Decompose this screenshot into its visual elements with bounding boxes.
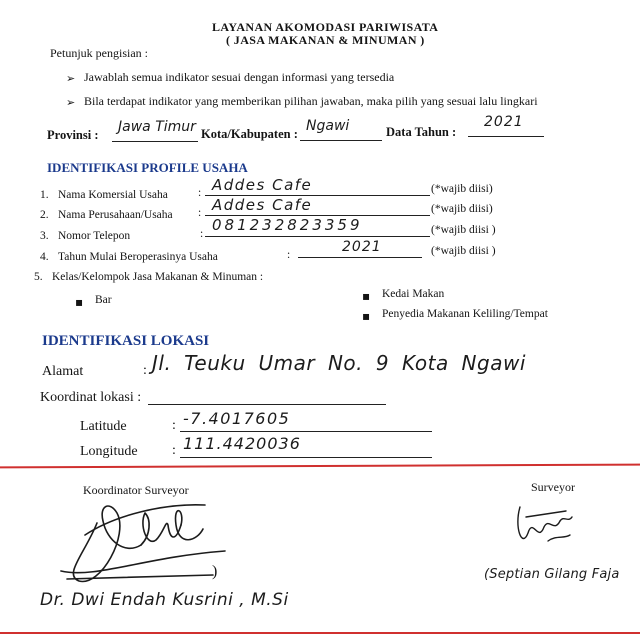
kelas-label: Kelas/Kelompok Jasa Makanan & Minuman : (52, 271, 264, 283)
square-bullet-icon (362, 307, 370, 325)
kelas-option-bar: Bar (95, 294, 112, 306)
surveyor-label: Surveyor (531, 480, 575, 494)
form-title: LAYANAN AKOMODASI PARIWISATA (212, 20, 439, 34)
section-divider (0, 464, 640, 469)
surveyor-name: (Septian Gilang Faja (484, 567, 620, 582)
koordinat-underline (148, 404, 386, 405)
kelas-option-kedai-makan: Kedai Makan (382, 288, 445, 300)
instruction-item: Jawablah semua indikator sesuai dengan informasi yang tersedia (84, 70, 395, 84)
required-note: (*wajib diisi) (431, 203, 493, 215)
latitude-label: Latitude (80, 419, 127, 434)
coordinator-signature (55, 495, 235, 590)
nomor-telepon-value: 081232823359 (212, 216, 363, 234)
longitude-separator: : (172, 443, 176, 458)
kota-value: Ngawi (306, 118, 350, 134)
nama-komersial-value: Addes Cafe (212, 176, 313, 194)
latitude-underline (180, 431, 432, 432)
field-separator: : (287, 249, 291, 261)
field-separator: : (200, 228, 204, 240)
form-subtitle: ( JASA MAKANAN & MINUMAN ) (226, 33, 425, 47)
provinsi-label: Provinsi : (47, 128, 99, 142)
alamat-value: Jl. Teuku Umar No. 9 Kota Ngawi (152, 351, 526, 375)
instruction-item: Bila terdapat indikator yang memberikan pilihan jawaban, maka pilih yang sesuai lalu lingkari (84, 94, 538, 108)
tahun-label: Data Tahun : (386, 125, 457, 139)
field-separator: : (198, 207, 202, 219)
tahun-value: 2021 (484, 114, 524, 130)
field-number: 2. (40, 209, 49, 221)
provinsi-underline (112, 141, 198, 142)
required-note: (*wajib diisi) (431, 183, 493, 195)
tahun-underline (468, 136, 544, 137)
longitude-label: Longitude (80, 444, 138, 459)
field-label: Nama Komersial Usaha (58, 189, 168, 201)
arrow-bullet-icon (66, 93, 75, 111)
profile-heading: IDENTIFIKASI PROFILE USAHA (47, 160, 248, 175)
latitude-value: -7.4017605 (183, 409, 291, 428)
koordinat-label: Koordinat lokasi : (40, 390, 142, 405)
field-label: Nomor Telepon (58, 230, 131, 242)
field-number: 3. (40, 230, 49, 242)
field-number: 5. (34, 271, 43, 283)
arrow-bullet-icon (66, 69, 75, 87)
required-note: (*wajib diisi ) (431, 224, 496, 236)
square-bullet-icon (75, 293, 83, 311)
coordinator-name: Dr. Dwi Endah Kusrini , M.Si (40, 590, 289, 610)
alamat-separator: : (143, 363, 147, 378)
surveyor-name-wrapper (484, 565, 638, 587)
bottom-divider (0, 632, 640, 634)
kota-underline (300, 140, 382, 141)
required-note: (*wajib diisi ) (431, 245, 496, 257)
field-separator: : (198, 187, 202, 199)
tahun-mulai-value: 2021 (342, 239, 382, 255)
longitude-value: 111.4420036 (183, 434, 301, 453)
field-label: Tahun Mulai Beroperasinya Usaha (58, 251, 218, 263)
provinsi-value: Jawa Timur (118, 119, 196, 135)
nama-perusahaan-value: Addes Cafe (212, 196, 313, 214)
field-number: 4. (40, 251, 49, 263)
coordinator-label: Koordinator Surveyor (83, 483, 189, 497)
field-number: 1. (40, 189, 49, 201)
alamat-label: Alamat (42, 364, 84, 379)
surveyor-signature (508, 497, 580, 553)
square-bullet-icon (362, 287, 370, 305)
field-underline (298, 257, 422, 258)
coordinator-paren: ) (212, 563, 218, 580)
instructions-label: Petunjuk pengisian : (50, 46, 148, 60)
kota-label: Kota/Kabupaten : (201, 127, 298, 141)
latitude-separator: : (172, 418, 176, 433)
field-label: Nama Perusahaan/Usaha (58, 209, 173, 221)
longitude-underline (180, 457, 432, 458)
lokasi-heading: IDENTIFIKASI LOKASI (42, 333, 210, 349)
kelas-option-penyedia-keliling: Penyedia Makanan Keliling/Tempat (382, 308, 548, 320)
field-underline (205, 236, 430, 237)
